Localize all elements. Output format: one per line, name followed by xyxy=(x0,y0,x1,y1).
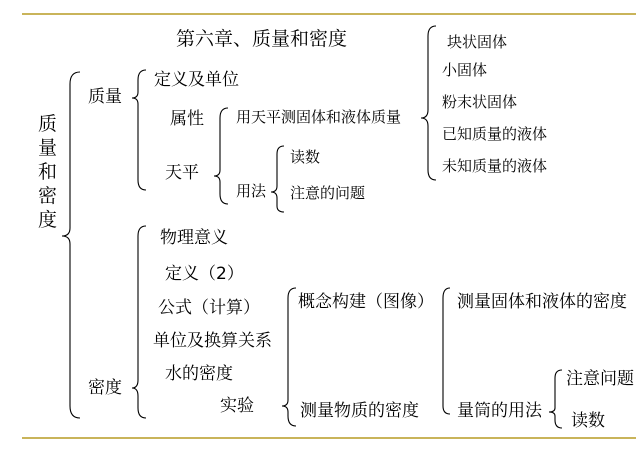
concept-building: 概念构建（图像） xyxy=(298,292,434,312)
density-experiment: 实验 xyxy=(220,396,254,416)
measure-item: 块状固体 xyxy=(447,33,508,51)
measure-item: 小固体 xyxy=(442,61,488,79)
mass-definition: 定义及单位 xyxy=(154,70,239,90)
usage-item: 注意的问题 xyxy=(290,184,366,202)
mass-property: 属性 xyxy=(170,109,204,129)
density-water: 水的密度 xyxy=(165,364,233,384)
measure-substance: 测量物质的密度 xyxy=(300,401,419,421)
mass-balance: 天平 xyxy=(165,163,199,183)
balance-usage: 用法 xyxy=(236,182,267,200)
density-units: 单位及换算关系 xyxy=(153,331,272,351)
density-formula: 公式（计算） xyxy=(158,298,260,318)
mass-brace xyxy=(132,70,146,190)
measure-item: 未知质量的液体 xyxy=(442,157,548,175)
cylinder-usage: 量筒的用法 xyxy=(457,401,542,421)
density-label: 密度 xyxy=(88,378,122,398)
measure-item: 粉末状固体 xyxy=(442,93,518,111)
measure-brace xyxy=(421,26,436,180)
density-brace xyxy=(132,226,146,418)
cylinder-item: 读数 xyxy=(571,411,605,431)
cylinder-item: 注意问题 xyxy=(566,369,634,389)
cylinder-brace xyxy=(549,370,562,428)
mass-label: 质量 xyxy=(88,87,122,107)
density-physical-meaning: 物理意义 xyxy=(160,228,228,248)
vertical-title: 质量和密度 xyxy=(38,113,58,230)
main-brace xyxy=(62,72,80,418)
experiment-brace xyxy=(282,288,296,426)
slide-title: 第六章、质量和密度 xyxy=(176,28,348,50)
usage-item: 读数 xyxy=(290,148,321,166)
balance-measure: 用天平测固体和液体质量 xyxy=(236,108,402,126)
concept-brace xyxy=(443,288,450,414)
usage-brace xyxy=(271,146,284,212)
measure-solid-liquid: 测量固体和液体的密度 xyxy=(457,292,627,312)
density-definition: 定义（2） xyxy=(165,264,244,284)
balance-brace xyxy=(214,108,228,204)
measure-item: 已知质量的液体 xyxy=(442,125,548,143)
